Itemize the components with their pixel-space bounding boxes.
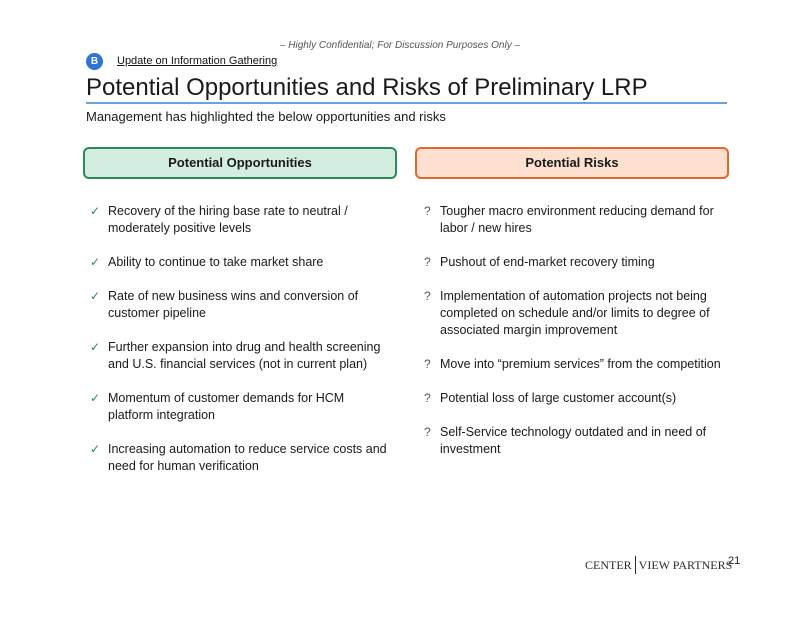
question-mark-icon: ? [424,425,431,439]
list-item [90,288,390,322]
question-mark-icon: ? [424,255,431,269]
item-text: Recovery of the hiring base rate to neutral / moderately positive levels [108,204,348,235]
logo-left: CENTER [585,557,632,572]
question-mark-icon: ? [424,391,431,405]
checkmark-icon: ✓ [90,391,101,405]
section-label: Update on Information Gathering [117,55,278,67]
logo-right: VIEW PARTNERS [638,557,733,572]
list-item [90,441,390,475]
list-item [422,254,722,271]
item-text: Pushout of end-market recovery timing [440,255,655,269]
list-item [90,203,390,237]
page-number: 21 [728,555,741,567]
list-item [90,254,390,271]
item-text: Self-Service technology outdated and in need of investment [440,425,707,456]
item-text: Move into “premium services” from the competition [440,357,721,371]
page-title: Potential Opportunities and Risks of Preliminary LRP [86,74,648,101]
checkmark-icon: ✓ [90,442,101,456]
item-text: Tougher macro environment reducing demand for labor / new hires [440,204,714,235]
item-text: Increasing automation to reduce service costs and need for human verification [108,442,387,473]
list-item [422,424,722,458]
checkmark-icon: ✓ [90,204,101,218]
page-subtitle: Management has highlighted the below opportunities and risks [86,109,446,124]
checkmark-icon: ✓ [90,289,101,303]
question-mark-icon: ? [424,204,431,218]
item-text: Ability to continue to take market share [108,255,324,269]
item-text: Implementation of automation projects not being completed on schedule and/or limits to degree of associated margin improvement [440,289,710,337]
list-item [422,288,722,339]
list-item [90,339,390,373]
company-logo [585,556,732,574]
item-text: Potential loss of large customer account(s) [440,391,677,405]
item-text: Momentum of customer demands for HCM platform integration [108,391,345,422]
checkmark-icon: ✓ [90,340,101,354]
list-item [90,390,390,424]
list-item [422,390,722,407]
section-badge: B [86,53,103,70]
confidentiality-notice: – Highly Confidential; For Discussion Purposes Only – [279,40,521,51]
question-mark-icon: ? [424,357,431,371]
checkmark-icon: ✓ [90,255,101,269]
list-item [422,356,722,373]
risks-list [422,203,722,475]
list-item [422,203,722,237]
question-mark-icon: ? [424,289,431,303]
opportunities-list [90,203,390,492]
item-text: Rate of new business wins and conversion of customer pipeline [108,289,359,320]
logo-separator [635,556,636,574]
opportunities-header: Potential Opportunities [83,147,397,179]
risks-header: Potential Risks [415,147,729,179]
item-text: Further expansion into drug and health screening and U.S. financial services (not in current plan) [108,340,381,371]
title-divider [86,102,727,104]
